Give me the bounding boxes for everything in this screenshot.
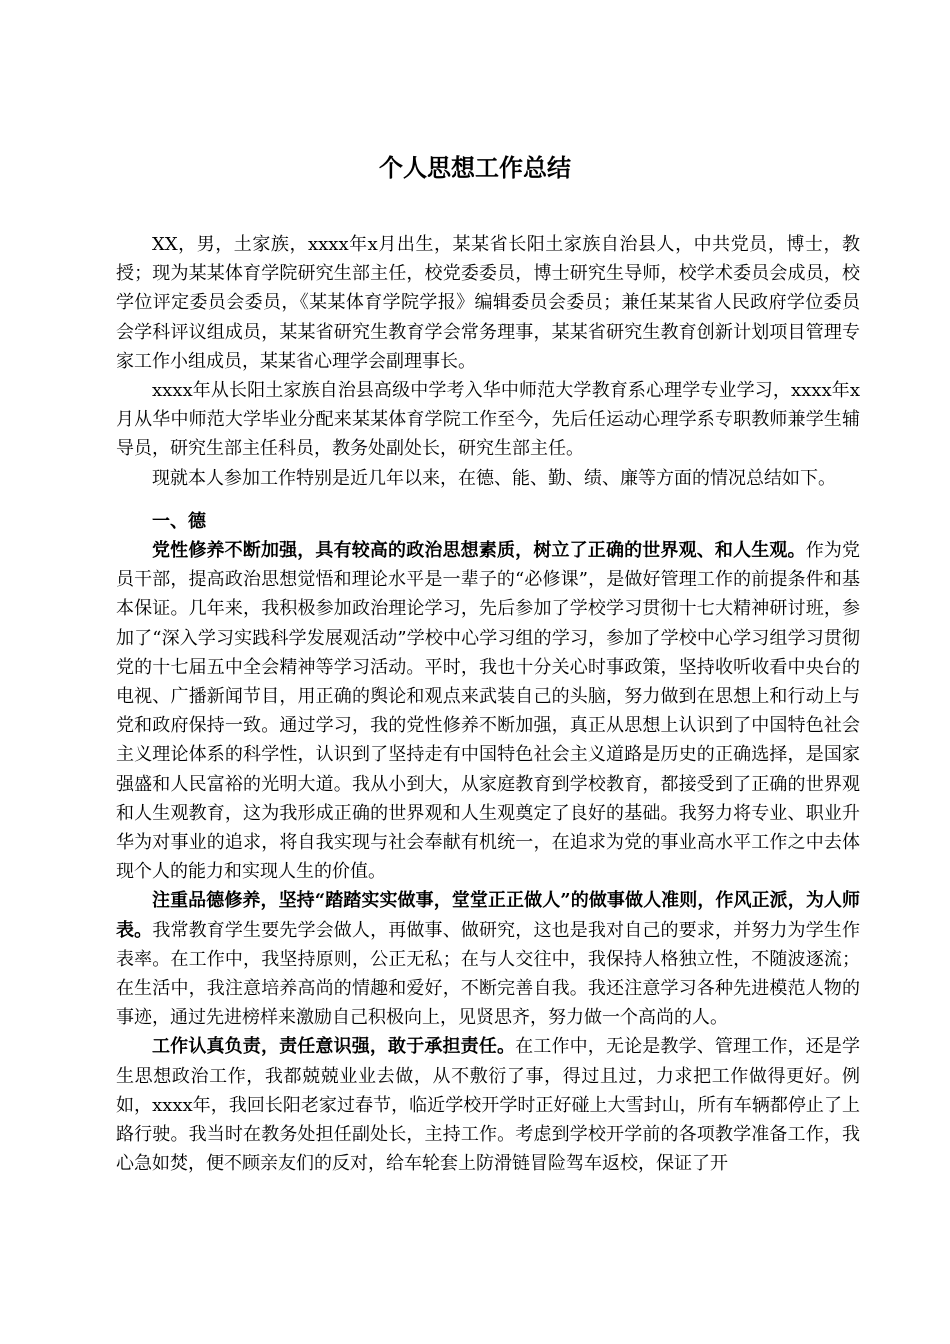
intro-paragraph-1 <box>116 230 860 376</box>
paragraph-text: 我常教育学生要先学会做人，再做事、做研究，这也是我对自己的要求，并努力为学生作表率。在工作中，我坚持原则，公正无私；在与人交往中，我保持人格独立性，不随波逐流；在生活中，我注意培养高尚的情趣和爱好，不断完善自我。我还注意学习各种先进模范人物的事迹，通过先进榜样来激励自己积极向上，见贤思齐，努力做一个高尚的人。 <box>116 919 861 1029</box>
paragraph-text: 作为党员干部，提高政治思想觉悟和理论水平是一辈子的“必修课”，是做好管理工作的前提条件和基本保证。几年来，我积极参加政治理论学习，先后参加了学校学习贯彻十七大精神研讨班，参加了“深入学习实践科学发展观活动”学校中心学习组的学习，参加了学校中心学习组学习贯彻党的十七届五中全会精神等学习活动。平时，我也十分关心时事政策，坚持收听收看中央台的电视、广播新闻节目，用正确的舆论和观点来武装自己的头脑，努力做到在思想上和行动上与党和政府保持一致。通过学习，我的党性修养不断加强，真正从思想上认识到了中国特色社会主义理论体系的科学性，认识到了坚持走有中国特色社会主义道路是历史的正确选择，是国家强盛和人民富裕的光明大道。我从小到大，从家庭教育到学校教育，都接受到了正确的世界观和人生观教育，这为我形成正确的世界观和人生观奠定了良好的基础。我努力将专业、职业升华为对事业的追求，将自我实现与社会奉献有机统一，在追求为党的事业高水平工作之中去体现个人的能力和实现人生的价值。 <box>116 540 861 883</box>
section-paragraph-1 <box>116 536 860 886</box>
paragraph-text: 现就本人参加工作特别是近几年以来，在德、能、勤、绩、廉等方面的情况总结如下。 <box>152 467 836 489</box>
paragraph-text: 在工作中，无论是教学、管理工作，还是学生思想政治工作，我都兢兢业业去做，从不敷衍了事，得过且过，力求把工作做得更好。例如，xxxx年，我回长阳老家过春节，临近学校开学时正好碰上大雪封山，所有车辆都停止了上路行驶。我当时在教务处担任副处长，主持工作。考虑到学校开学前的各项教学准备工作，我心急如焚，便不顾亲友们的反对，给车轮套上防滑链冒险驾车返校，保证了开 <box>116 1036 860 1175</box>
paragraph-lead: 党性修养不断加强，具有较高的政治思想素质，树立了正确的世界观、和人生观。 <box>152 540 806 562</box>
section-heading: 一、德 <box>152 510 206 532</box>
section-paragraph-3 <box>116 1032 860 1178</box>
document-title: 个人思想工作总结 <box>379 154 571 182</box>
intro-paragraph-3 <box>116 464 860 493</box>
section-paragraph-2 <box>116 886 860 1032</box>
paragraph-text: xxxx年从长阳土家族自治县高级中学考入华中师范大学教育系心理学专业学习，xxxx年x月从华中师范大学毕业分配来某某体育学院工作至今，先后任运动心理学系专职教师兼学生辅导员，研究生部主任科员，教务处副处长，研究生部主任。 <box>116 380 860 460</box>
paragraph-text: XX，男，土家族，xxxx年x月出生，某某省长阳土家族自治县人，中共党员，博士，教授；现为某某体育学院研究生部主任，校党委委员，博士研究生导师，校学术委员会成员，校学位评定委员会委员，《某某体育学院学报》编辑委员会委员；兼任某某省人民政府学位委员会学科评议组成员，某某省研究生教育学会常务理事，某某省研究生教育创新计划项目管理专家工作小组成员，某某省心理学会副理事长。 <box>116 234 860 372</box>
paragraph-lead: 工作认真负责，责任意识强，敢于承担责任。 <box>152 1036 516 1058</box>
document-body <box>116 230 860 1179</box>
paragraph-lead: 注重品德修养，坚持“踏踏实实做事，堂堂正正做人”的做事做人准则，作风正派，为人师表。 <box>116 890 860 941</box>
intro-paragraph-2 <box>116 376 860 464</box>
